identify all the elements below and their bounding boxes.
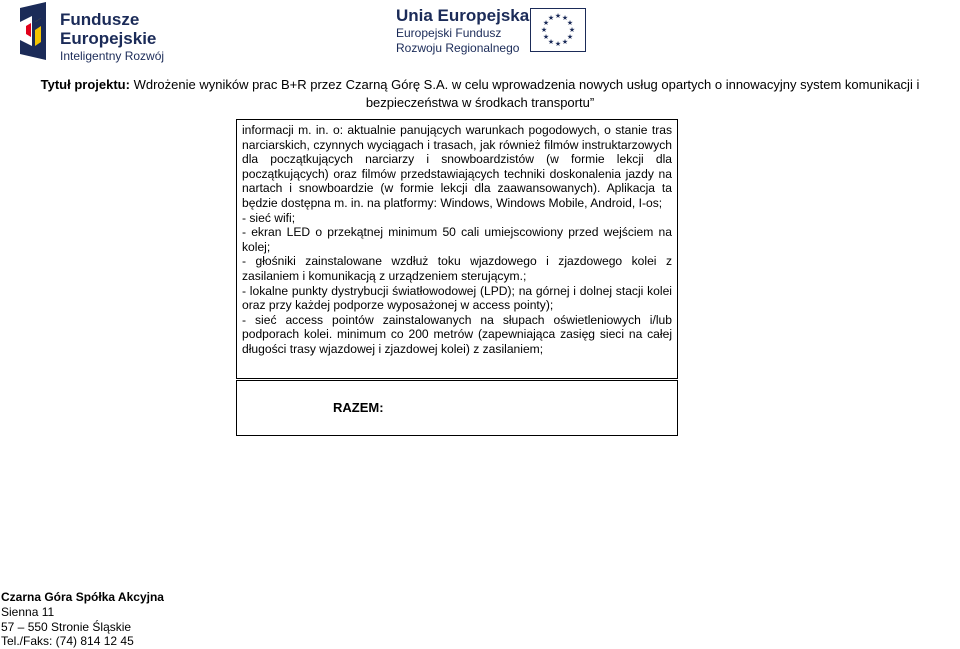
fe-flag-icon bbox=[12, 2, 50, 60]
svg-text:★: ★ bbox=[542, 19, 550, 27]
ue-logo-line3: Rozwoju Regionalnego bbox=[396, 41, 520, 55]
paragraph: - głośniki zainstalowane wzdłuż toku wjazdowego i zjazdowego kolei z zasilaniem i komunikacją z urządzeniem sterującym.; bbox=[242, 254, 672, 283]
paragraph: - ekran LED o przekątnej minimum 50 cali umiejscowiony przed wejściem na kolej; bbox=[242, 225, 672, 254]
svg-text:★: ★ bbox=[554, 40, 562, 48]
company-street: Sienna 11 bbox=[1, 604, 55, 619]
svg-text:★: ★ bbox=[561, 38, 569, 46]
svg-text:★: ★ bbox=[554, 12, 562, 20]
unia-europejska-logo bbox=[396, 6, 596, 56]
razem-row bbox=[236, 380, 678, 436]
fe-logo-line2: Europejskie bbox=[60, 29, 157, 48]
svg-text:★: ★ bbox=[542, 33, 550, 41]
svg-text:★: ★ bbox=[566, 33, 574, 41]
svg-text:★: ★ bbox=[566, 19, 574, 27]
company-phone: Tel./Faks: (74) 814 12 45 bbox=[1, 634, 134, 649]
ue-logo-line1: Unia Europejska bbox=[396, 6, 530, 25]
specification-table bbox=[236, 119, 678, 379]
fundusze-europejskie-logo bbox=[12, 2, 192, 63]
paragraph: - sieć access pointów zainstalowanych na słupach oświetleniowych i/lub podporach kolei. minimum co 200 metrów (zapewniająca zasięg sieci na całej długości trasy wjazdowej i zjazdowej kolei) z zasilaniem; bbox=[242, 312, 672, 356]
paragraph: - sieć wifi; bbox=[242, 210, 296, 225]
project-title-text: Wdrożenie wyników prac B+R przez Czarną Górę S.A. w celu wprowadzenia nowych usług opartych o innowacyjny system komunikacji i bezpieczeństwa w środkach transportu” bbox=[133, 77, 920, 110]
svg-text:★: ★ bbox=[568, 26, 576, 34]
eu-flag-icon bbox=[530, 8, 586, 52]
paragraph: - lokalne punkty dystrybucji światłowodowej (LPD); na górnej i dolnej stacji kolei oraz przy każdej podporze wyposażonej w access pointy); bbox=[242, 283, 672, 313]
paragraph: informacji m. in. o: aktualnie panujących warunkach pogodowych, o stanie tras narciarskich, czynnych wyciągach i trasach, jak również filmów instruktarzowych dla początkujących narciarzy i snowboardzistów (w formie lekcji dla początkujących) oraz filmów przedstawiających techniki doskonalenia jazdy na nartach i snowboardzie (w formie lekcji dla zaawansowanych). Aplikacja ta będzie dostępna m. in. na platformy: Windows, Windows Mobile, Android, I-os; bbox=[242, 123, 672, 210]
svg-text:★: ★ bbox=[547, 38, 555, 46]
company-city: 57 – 550 Stronie Śląskie bbox=[1, 619, 132, 634]
fe-logo-line1: Fundusze bbox=[60, 10, 140, 29]
project-title-label: Tytuł projektu: bbox=[40, 77, 130, 92]
razem-label: RAZEM: bbox=[333, 400, 384, 415]
project-title bbox=[0, 76, 960, 112]
fe-logo-line3: Inteligentny Rozwój bbox=[60, 49, 165, 63]
svg-text:★: ★ bbox=[540, 26, 548, 34]
svg-text:★: ★ bbox=[547, 14, 555, 22]
svg-text:★: ★ bbox=[561, 14, 569, 22]
company-name: Czarna Góra Spółka Akcyjna bbox=[1, 590, 164, 604]
footer-address bbox=[1, 590, 164, 649]
description-cell bbox=[237, 120, 678, 379]
ue-logo-line2: Europejski Fundusz bbox=[396, 26, 502, 40]
